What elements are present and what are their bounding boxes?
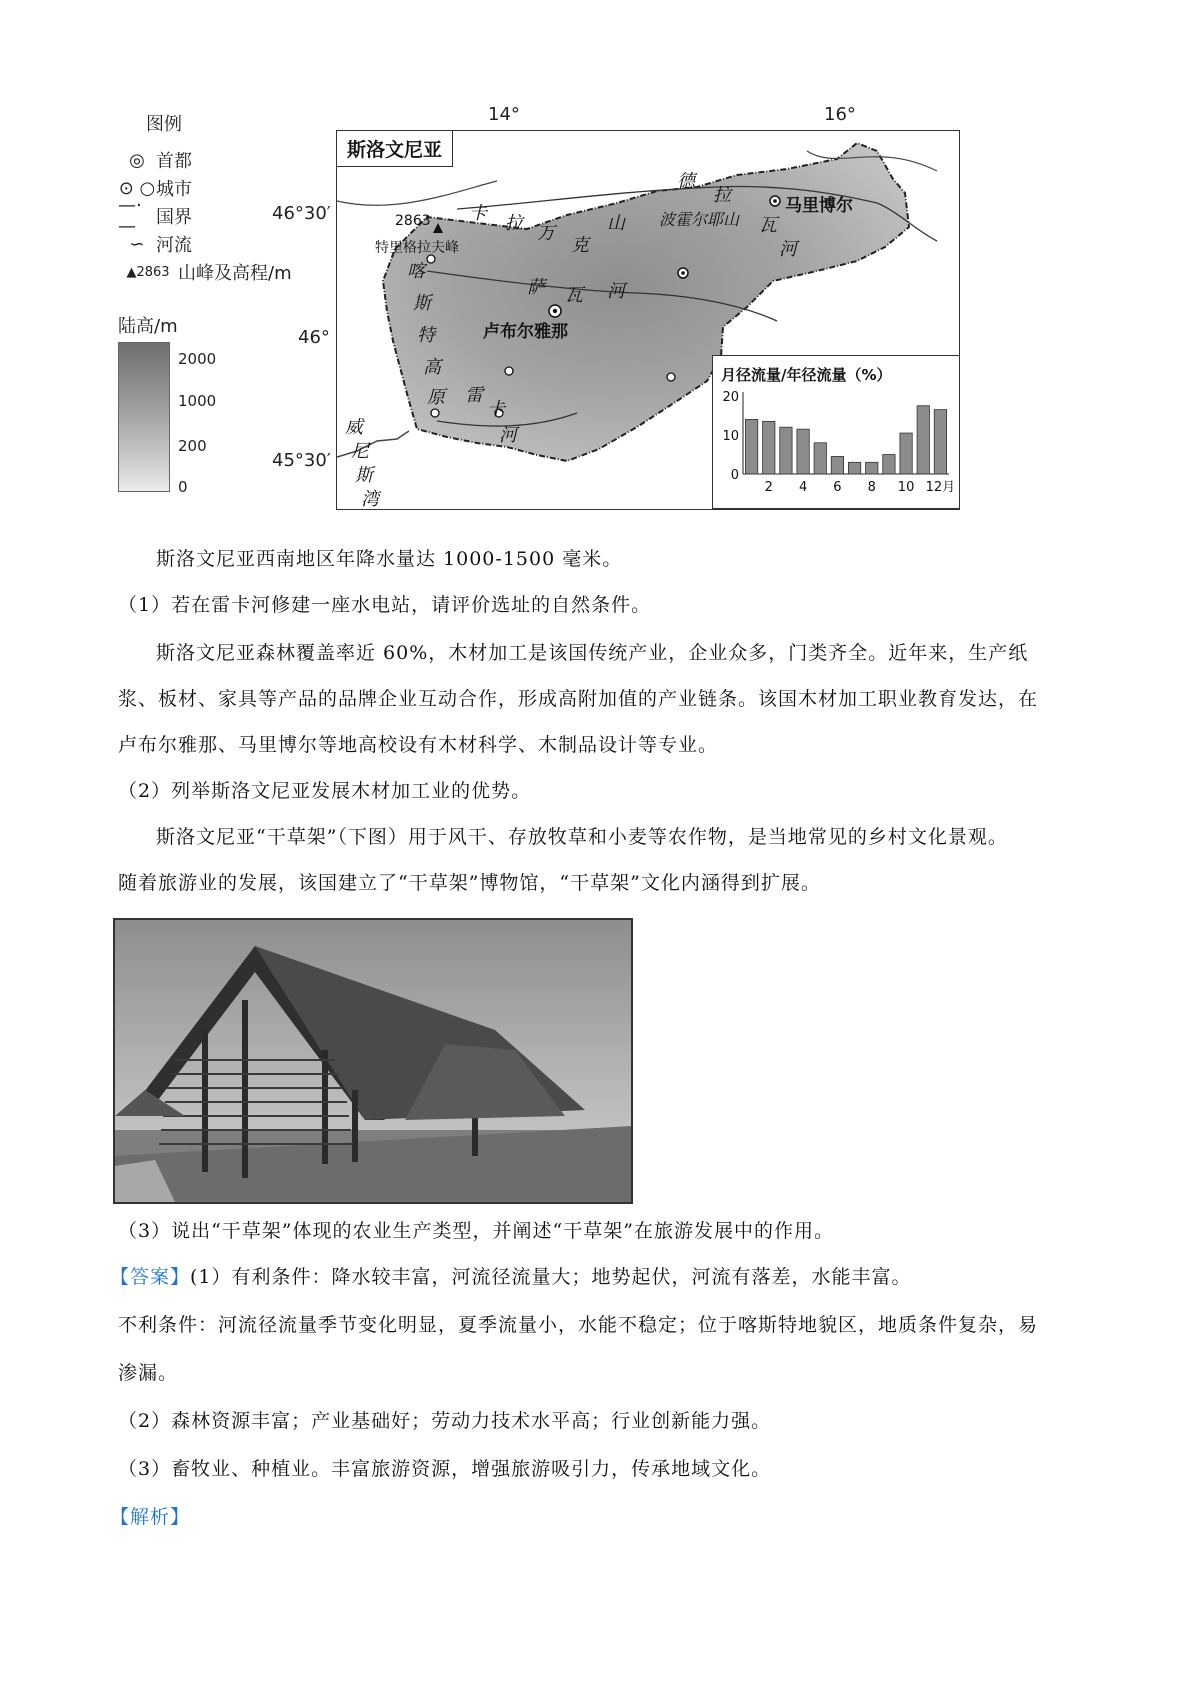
map-legend bbox=[118, 110, 308, 496]
label-pohorje: 波霍尔耶山 bbox=[659, 210, 740, 229]
runoff-chart bbox=[712, 355, 960, 509]
label-reka-2: 卡 bbox=[487, 399, 505, 420]
x-tick-label: 2 bbox=[764, 480, 773, 495]
x-tick-label: 8 bbox=[867, 480, 876, 495]
elevation-tick: 0 bbox=[178, 478, 188, 496]
question-1: （1）若在雷卡河修建一座水电站，请评价选址的自然条件。 bbox=[118, 594, 652, 616]
lat-label-46: 46° bbox=[298, 327, 330, 348]
bar-month-8 bbox=[866, 462, 878, 474]
paragraph-hayrack-l1: 斯洛文尼亚“干草架”（下图）用于风干、存放牧草和小麦等农作物，是当地常见的乡村文化景观。 bbox=[156, 826, 1008, 848]
bar-month-10 bbox=[900, 433, 912, 474]
answer-3: （3）畜牧业、种植业。丰富旅游资源，增强旅游吸引力，传承地域文化。 bbox=[118, 1458, 772, 1480]
label-maribor: 马里博尔 bbox=[785, 196, 853, 216]
paragraph-forest-l3: 卢布尔雅那、马里博尔等地高校设有木材科学、木制品设计等专业。 bbox=[118, 734, 719, 756]
answer-1: (1）有利条件：降水较丰富，河流径流量大；地势起伏，河流有落差，水能丰富。 bbox=[190, 1266, 912, 1288]
label-karst-4: 高 bbox=[423, 357, 441, 378]
y-tick-label: 20 bbox=[722, 390, 739, 405]
lat-label-4530: 45°30′ bbox=[272, 450, 331, 471]
city-icon: ⊙ ○ bbox=[118, 177, 156, 199]
question-3: （3）说出“干草架”体现的农业生产类型，并阐述“干草架”在旅游发展中的作用。 bbox=[118, 1220, 834, 1242]
legend-item-capital bbox=[118, 146, 308, 174]
label-venice-4: 湾 bbox=[361, 489, 379, 510]
bar-month-1 bbox=[745, 419, 757, 474]
label-sava-1: 萨 bbox=[527, 277, 545, 298]
city-marker-town1 bbox=[505, 367, 513, 375]
river-icon: ∽ bbox=[129, 233, 145, 255]
x-tick-label: 6 bbox=[833, 480, 842, 495]
label-drava-3: 瓦 bbox=[759, 215, 777, 236]
elevation-tick: 2000 bbox=[178, 350, 217, 368]
lon-label-16: 16° bbox=[824, 104, 856, 125]
label-sava-2: 瓦 bbox=[565, 285, 583, 306]
paragraph-forest-l2: 浆、板材、家具等产品的品牌企业互动合作，形成高附加值的产业链条。该国木材加工职业教育发达，在 bbox=[118, 688, 1039, 710]
label-drava-2: 拉 bbox=[713, 185, 731, 206]
paragraph-forest-l1: 斯洛文尼亚森林覆盖率近 60%，木材加工是该国传统产业，企业众多，门类齐全。近年来，生产纸 bbox=[156, 642, 1029, 664]
y-tick-label: 0 bbox=[730, 468, 739, 483]
answer-1b-l2: 渗漏。 bbox=[118, 1362, 179, 1384]
label-drava-4: 河 bbox=[779, 239, 797, 260]
x-tick-label: 4 bbox=[798, 480, 808, 495]
peak-icon: ▲2863 bbox=[126, 264, 170, 280]
bar-month-6 bbox=[831, 456, 843, 474]
label-karavanke-2: 拉 bbox=[505, 213, 523, 234]
paragraph-hayrack-l2: 随着旅游业的发展，该国建立了“干草架”博物馆，“干草架”文化内涵得到扩展。 bbox=[118, 872, 821, 894]
bar-month-5 bbox=[814, 443, 826, 474]
hayrack-photo bbox=[113, 918, 633, 1204]
border-icon: —·— bbox=[118, 195, 142, 237]
city-marker-town3 bbox=[431, 409, 439, 417]
x-tick-label: 10 bbox=[897, 480, 915, 495]
bar-month-9 bbox=[883, 455, 895, 475]
elevation-tick: 200 bbox=[178, 437, 207, 455]
elevation-tick: 1000 bbox=[178, 392, 217, 410]
elevation-title: 陆高/m bbox=[118, 316, 178, 337]
legend-item-river bbox=[118, 230, 308, 258]
label-peak-height: 2863 bbox=[395, 213, 431, 229]
label-karavanke-4: 克 bbox=[571, 235, 589, 256]
paragraph-precipitation: 斯洛文尼亚西南地区年降水量达 1000-1500 毫米。 bbox=[156, 548, 623, 570]
question-2: （2）列举斯洛文尼亚发展木材加工业的优势。 bbox=[118, 780, 532, 802]
answer-line-1 bbox=[110, 1254, 1074, 1300]
answer-1b-l1: 不利条件：河流径流量季节变化明显，夏季流量小，水能不稳定；位于喀斯特地貌区，地质条件复杂，易 bbox=[118, 1314, 1039, 1336]
bar-month-7 bbox=[848, 462, 860, 474]
legend-title: 图例 bbox=[146, 114, 182, 135]
label-karst-1: 喀 bbox=[407, 261, 425, 282]
analysis-label: 【解析】 bbox=[110, 1506, 191, 1528]
lon-label-14: 14° bbox=[488, 104, 520, 125]
label-karst-3: 特 bbox=[417, 325, 435, 346]
elevation-ticks bbox=[178, 342, 238, 496]
label-reka-3: 河 bbox=[499, 425, 517, 446]
hayrack-illustration bbox=[115, 920, 631, 1202]
runoff-chart-svg bbox=[713, 356, 959, 508]
legend-label: 城市 bbox=[156, 179, 192, 200]
label-triglav: 特里格拉夫峰 bbox=[375, 240, 459, 256]
city-marker-town4 bbox=[667, 373, 675, 381]
legend-label: 首都 bbox=[156, 151, 192, 172]
answer-2: （2）森林资源丰富；产业基础好；劳动力技术水平高；行业创新能力强。 bbox=[118, 1410, 772, 1432]
elevation-gradient-bar bbox=[118, 342, 170, 492]
capital-icon: ◎ bbox=[129, 149, 145, 171]
legend-item-peak bbox=[118, 258, 308, 286]
label-reka-1: 雷 bbox=[465, 385, 483, 406]
label-karst-5: 原 bbox=[427, 387, 445, 408]
map-title: 斯洛文尼亚 bbox=[337, 131, 453, 167]
label-karavanke-5: 山 bbox=[607, 213, 625, 234]
label-venice-1: 威 bbox=[345, 417, 363, 438]
label-karst-2: 斯 bbox=[413, 293, 431, 314]
label-ljubljana: 卢布尔雅那 bbox=[483, 322, 568, 342]
label-karavanke-1: 卡 bbox=[469, 203, 487, 224]
bar-month-3 bbox=[780, 427, 792, 474]
label-venice-3: 斯 bbox=[355, 465, 373, 486]
answer-label: 【答案】 bbox=[110, 1266, 191, 1288]
legend-label: 国界 bbox=[156, 207, 192, 228]
bar-month-2 bbox=[763, 421, 775, 474]
bar-month-12 bbox=[934, 410, 946, 474]
y-tick-label: 10 bbox=[722, 429, 739, 444]
legend-label: 河流 bbox=[156, 235, 192, 256]
bar-month-11 bbox=[917, 406, 929, 474]
legend-label: 山峰及高程/m bbox=[178, 263, 292, 284]
chart-title: 月径流量/年径流量（%） bbox=[721, 366, 892, 384]
label-karavanke-3: 万 bbox=[537, 223, 555, 244]
label-sava-3: 河 bbox=[607, 281, 625, 302]
label-venice-2: 尼 bbox=[351, 441, 369, 462]
x-tick-label: 12月 bbox=[925, 480, 956, 495]
lat-label-4630: 46°30′ bbox=[272, 203, 331, 224]
label-drava-1: 德 bbox=[677, 171, 695, 192]
bar-month-4 bbox=[797, 429, 809, 474]
